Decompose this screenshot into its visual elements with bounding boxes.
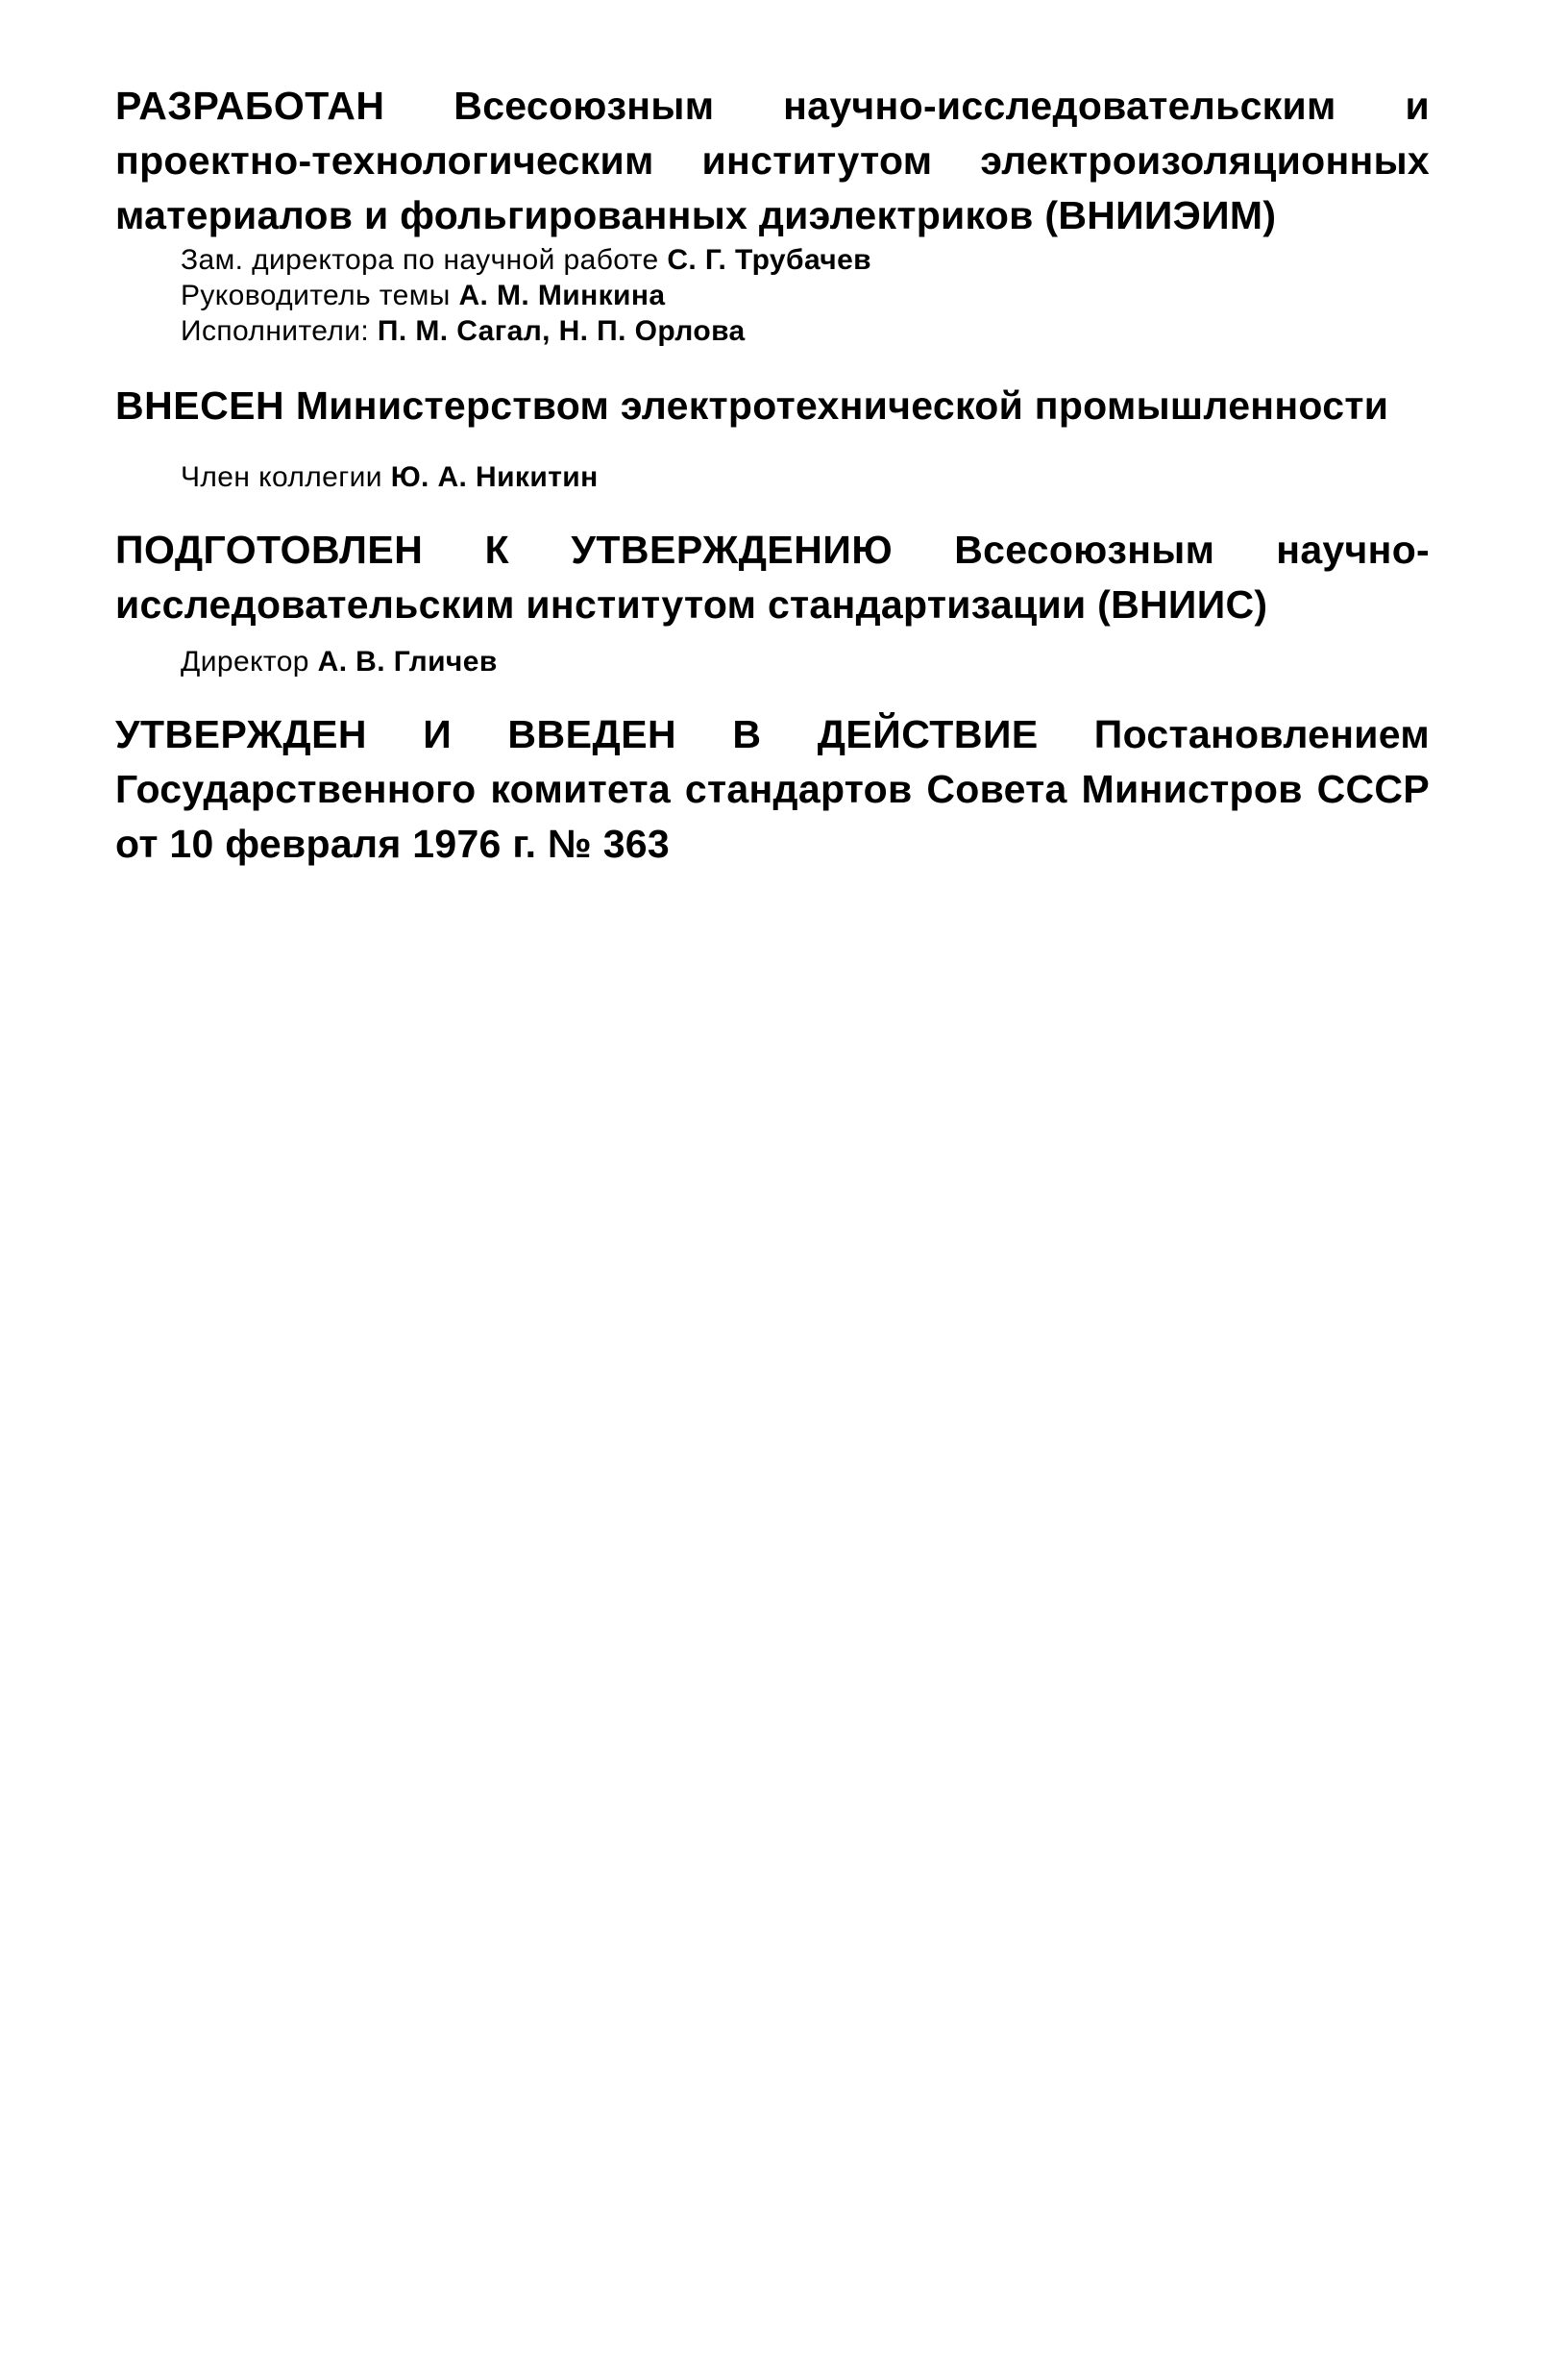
person-name: А. М. Минкина — [458, 280, 666, 311]
person-role: Член коллегии — [181, 461, 382, 493]
approved-text: Постановлением Государственного комитета стандартов Совета Министров СССР от 10 февраля 1976 г. № 363 — [115, 712, 1430, 866]
person-row — [181, 242, 1430, 278]
prepared-for-approval-text: Всесоюзным научно-исследовательским институтом стандартизации (ВНИИС) — [115, 528, 1430, 627]
person-role: Руководитель темы — [181, 280, 451, 311]
person-role: Зам. директора по научной работе — [181, 244, 659, 276]
person-name: Ю. А. Никитин — [390, 461, 599, 493]
person-row — [181, 644, 1430, 679]
person-row — [181, 278, 1430, 313]
developed-by-lead: РАЗРАБОТАН — [115, 84, 385, 128]
prepared-for-approval-lead: ПОДГОТОВЛЕН К УТВЕРЖДЕНИЮ — [115, 528, 894, 572]
introduced-by-paragraph — [115, 379, 1430, 433]
developed-by-paragraph — [115, 79, 1430, 243]
approved-lead: УТВЕРЖДЕН И ВВЕДЕН В ДЕЙСТВИЕ — [115, 712, 1039, 756]
person-name: П. М. Сагал, Н. П. Орлова — [377, 315, 746, 347]
person-row — [181, 459, 1430, 495]
introduced-by-persons — [181, 459, 1430, 495]
person-role: Исполнители: — [181, 315, 370, 347]
introduced-by-text: Министерством электротехнической промышленности — [295, 383, 1389, 428]
person-role: Директор — [181, 646, 309, 678]
approved-paragraph — [115, 707, 1430, 872]
introduced-by-lead: ВНЕСЕН — [115, 383, 285, 428]
prepared-for-approval-paragraph — [115, 523, 1430, 632]
developed-by-text: Всесоюзным научно-исследовательским и проектно-технологическим институтом электроизоляционных материалов и фольгированных диэлектриков (ВНИИЭИМ) — [115, 84, 1430, 237]
prepared-for-approval-persons — [181, 644, 1430, 679]
person-name: А. В. Гличев — [317, 646, 498, 678]
developed-by-persons — [181, 242, 1430, 349]
person-row — [181, 313, 1430, 349]
person-name: С. Г. Трубачев — [667, 244, 872, 276]
